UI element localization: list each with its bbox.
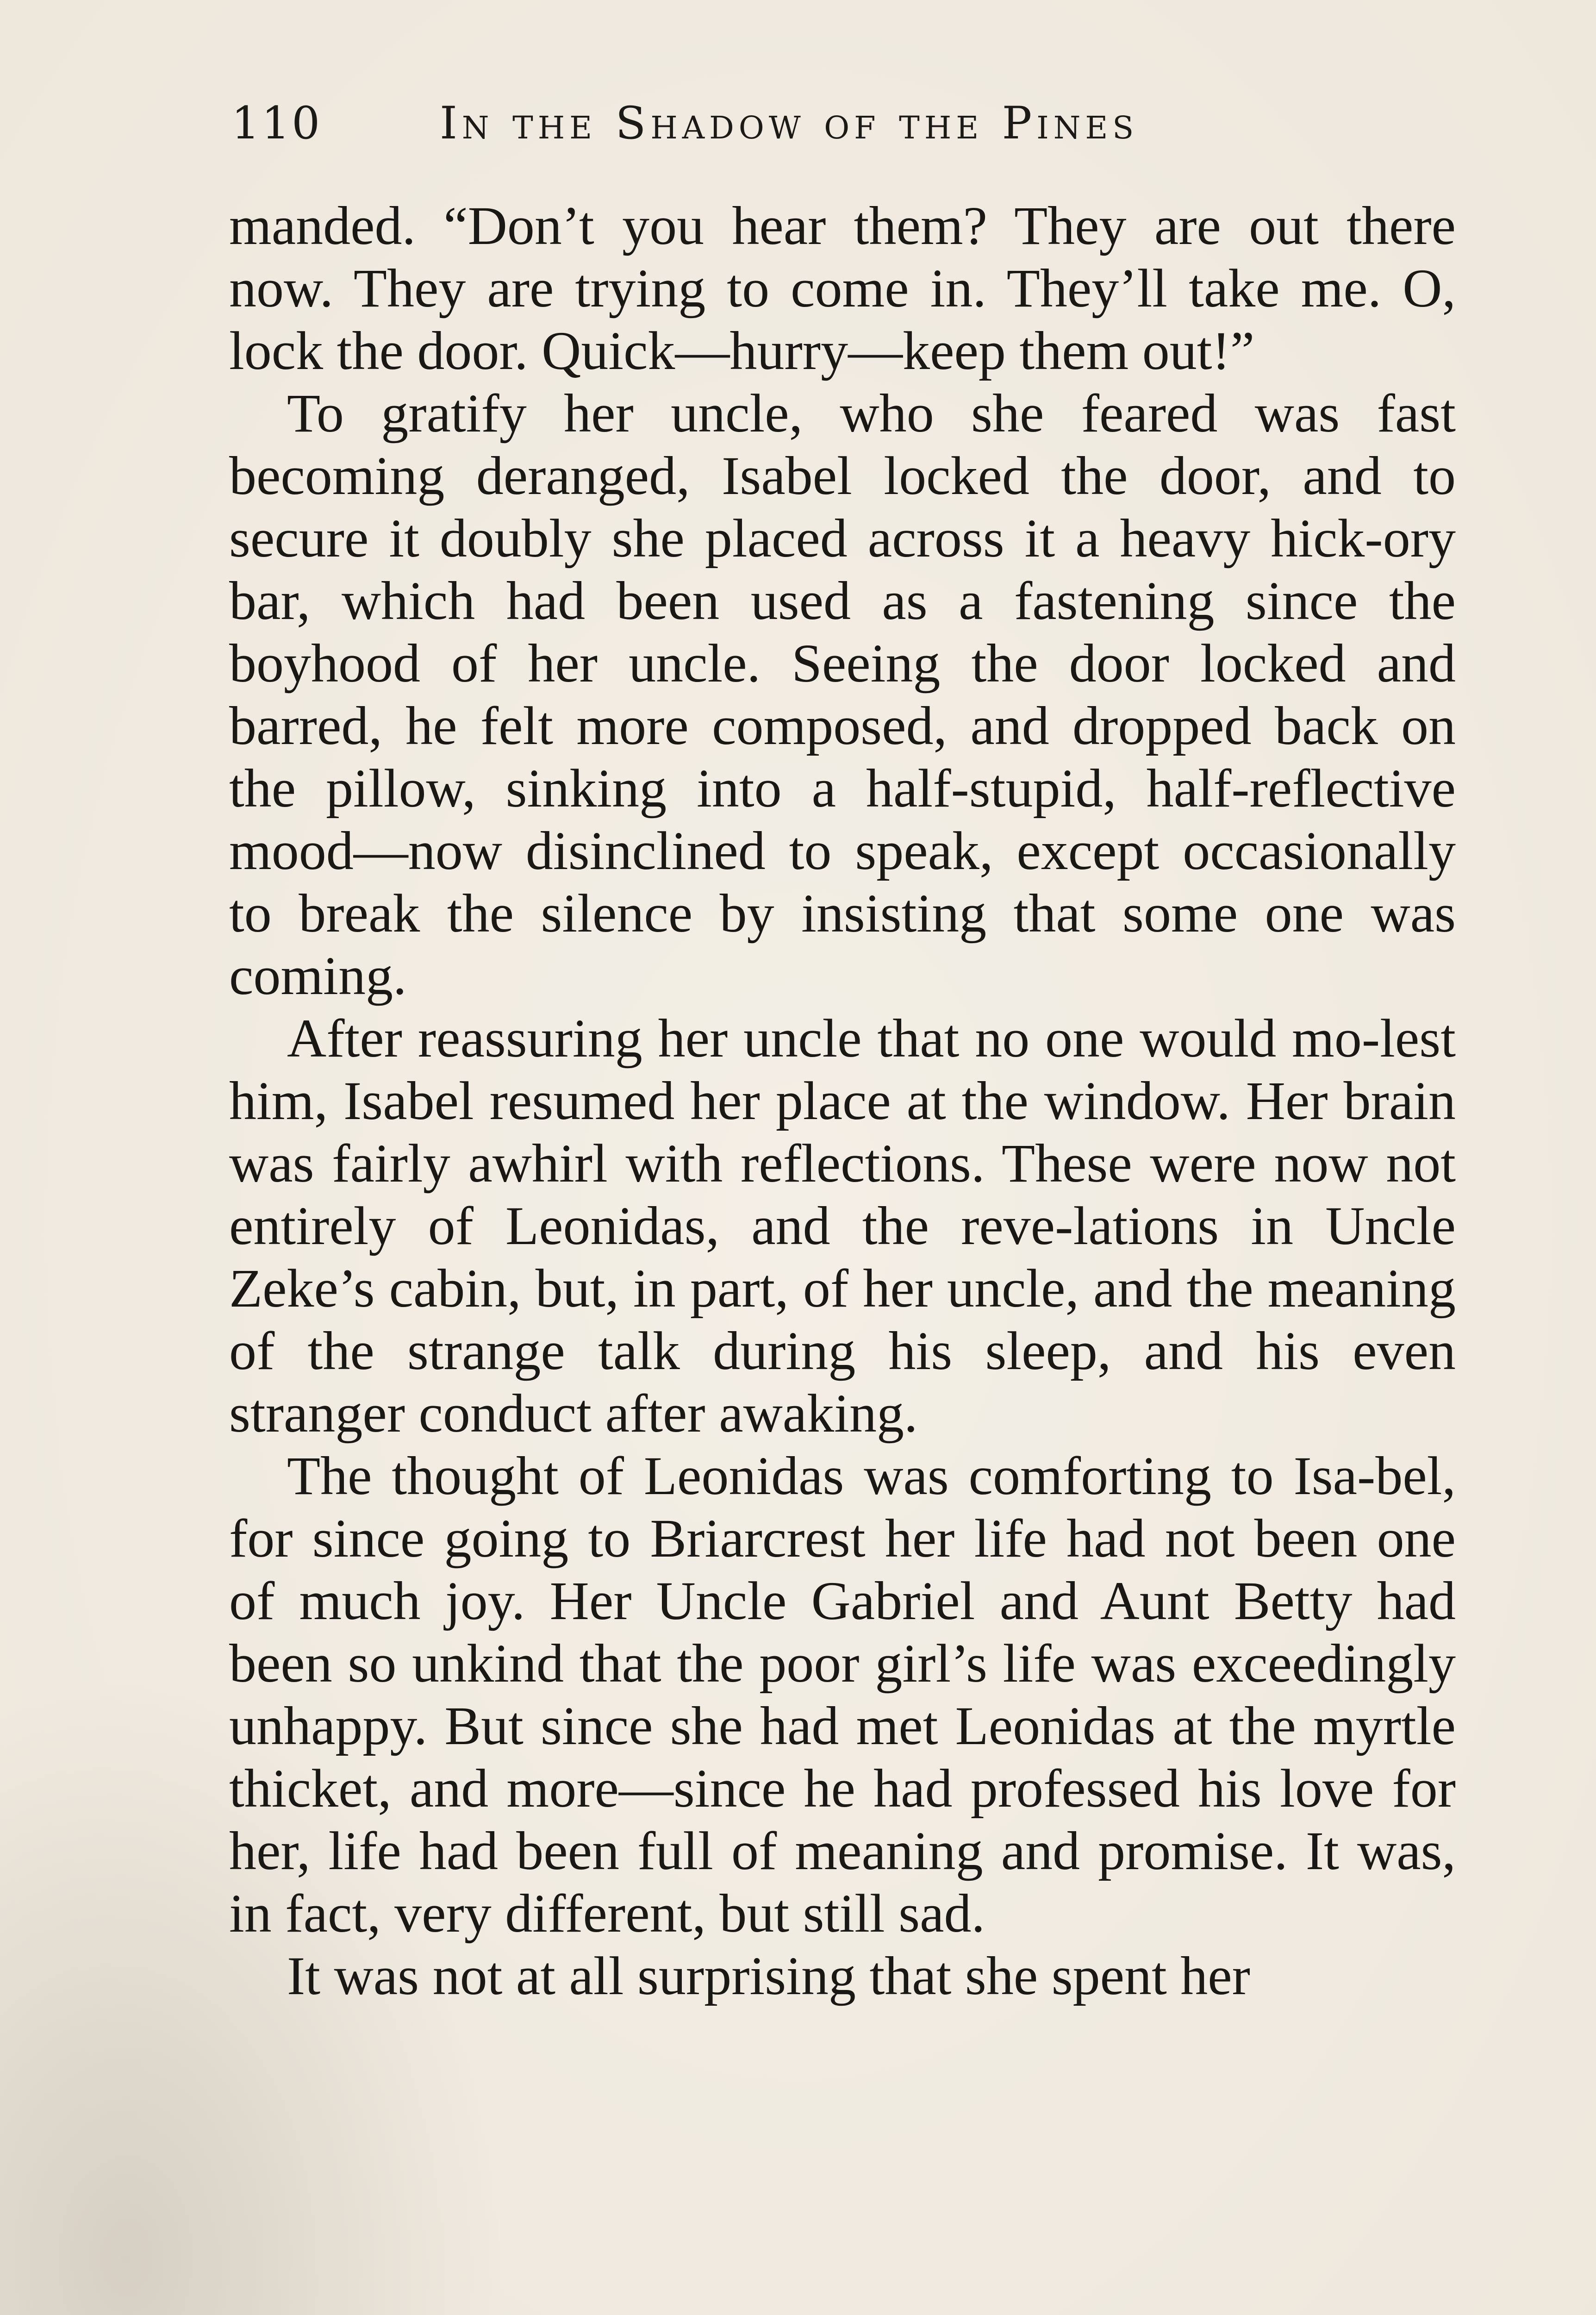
- book-title: In the Shadow of the Pines: [440, 97, 1139, 149]
- running-head: [231, 97, 1458, 181]
- paragraph: The thought of Leonidas was comforting to Isa-bel, for since going to Briarcrest her life had not been one of much joy. Her Uncle Gabriel and Aunt Betty had been so unkind that the poor girl’s life was exceedingly unhappy. But since she had met Leonidas at the myrtle thicket, and more—since he had professed his love for her, life had been full of meaning and promise. It was, in fact, very different, but still sad.: [229, 1445, 1456, 1944]
- paragraph: To gratify her uncle, who she feared was fast becoming deranged, Isabel locked the door, and to secure it doubly she placed across it a heavy hick-ory bar, which had been used as a fastening since the boyhood of her uncle. Seeing the door locked and barred, he felt more composed, and dropped back on the pillow, sinking into a half-stupid, half-reflective mood—now disinclined to speak, except occasionally to break the silence by insisting that some one was coming.: [229, 383, 1456, 1006]
- paragraph: It was not at all surprising that she spent her: [287, 1946, 1250, 2006]
- paragraph: After reassuring her uncle that no one would mo-lest him, Isabel resumed her place at the window. Her brain was fairly awhirl with reflections. These were now not entirely of Leonidas, and the reve-lations in Uncle Zeke’s cabin, but, in part, of her uncle, and the meaning of the strange talk during his sleep, and his even stranger conduct after awaking.: [229, 1008, 1456, 1444]
- body-text: [229, 194, 1456, 2007]
- paragraph-continued: manded. “Don’t you hear them? They are out there now. They are trying to come in. They’ll take me. O, lock the door. Quick—hurry—keep them out!”: [229, 195, 1456, 381]
- page-number: 110: [231, 97, 322, 149]
